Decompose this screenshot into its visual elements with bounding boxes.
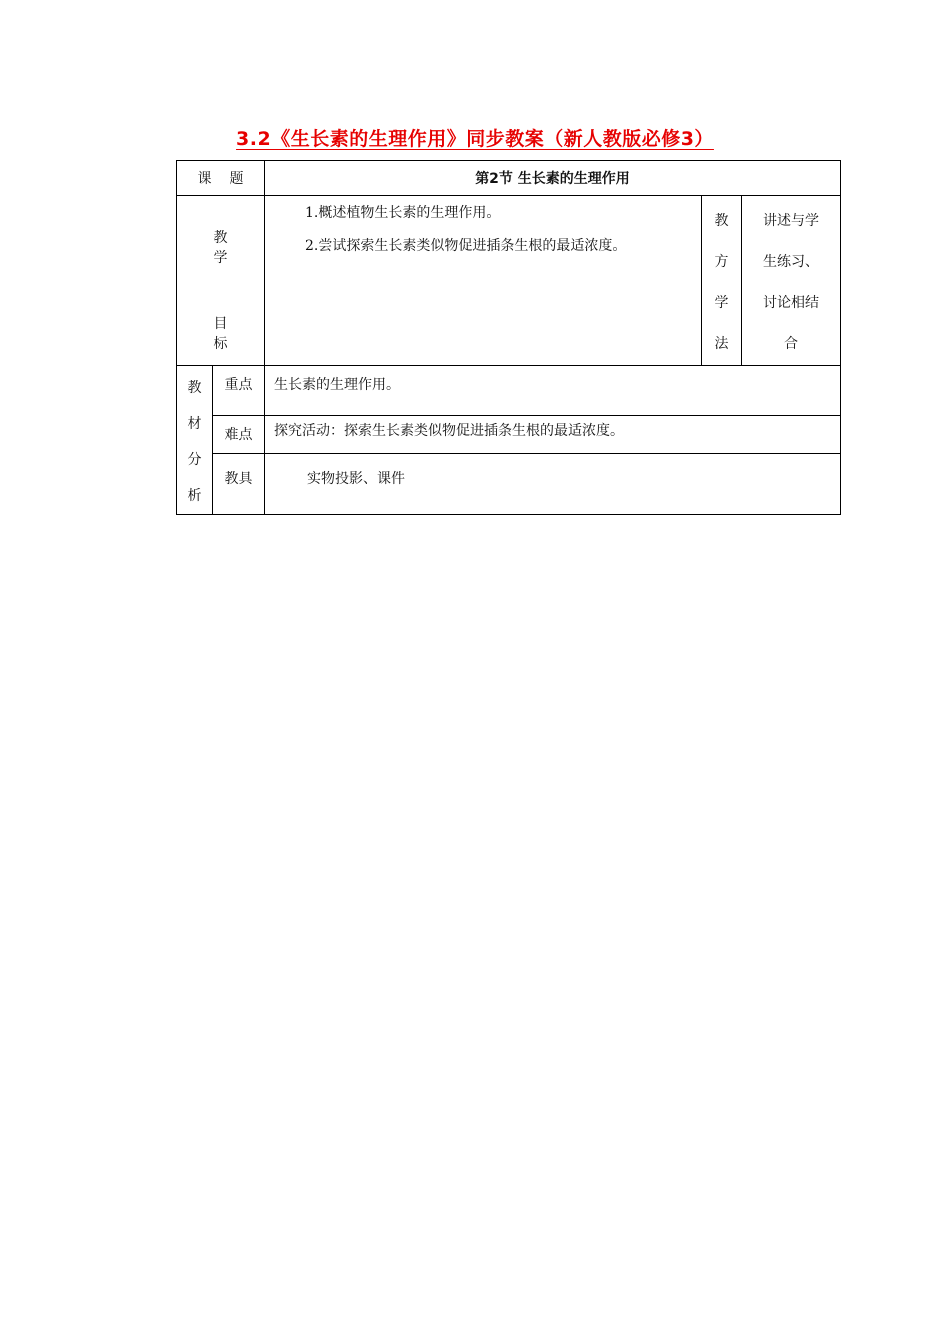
analysis-label-char: 分 (187, 452, 202, 468)
method-value-cell (742, 196, 841, 366)
method-label-cell (702, 196, 742, 366)
topic-row (177, 161, 841, 196)
lesson-plan-table (176, 160, 841, 515)
document-title-text: 3.2《生长素的生理作用》同步教案（新人教版必修3） (236, 128, 714, 150)
analysis-label-char: 析 (187, 488, 202, 504)
key-point-value: 生长素的生理作用。 (265, 366, 841, 416)
goal-item: 1.概述植物生长素的生理作用。 (305, 205, 501, 221)
method-label-char: 方 (714, 254, 729, 270)
method-value-line: 生练习、 (763, 254, 819, 270)
key-point-row (177, 366, 841, 416)
tools-value: 实物投影、课件 (265, 454, 841, 515)
document-title (0, 124, 950, 151)
analysis-label-char: 材 (187, 416, 202, 432)
difficulty-label: 难点 (213, 416, 265, 454)
analysis-label-cell (177, 366, 213, 515)
tools-label: 教具 (213, 454, 265, 515)
method-label-char: 法 (714, 336, 729, 352)
goals-label-cell (177, 196, 265, 366)
goals-row (177, 196, 841, 366)
method-value-line: 讲述与学 (763, 213, 819, 229)
tools-row (177, 454, 841, 515)
method-label-char: 教 (714, 213, 729, 229)
goals-list (265, 196, 702, 366)
goal-item: 2.尝试探索生长素类似物促进插条生根的最适浓度。 (305, 238, 627, 254)
difficulty-value: 探究活动：探索生长素类似物促进插条生根的最适浓度。 (265, 416, 841, 454)
difficulty-row (177, 416, 841, 454)
topic-value: 第2节 生长素的生理作用 (265, 161, 841, 196)
method-value-line: 合 (784, 336, 798, 352)
analysis-label-char: 教 (187, 380, 202, 396)
topic-label: 课题 (177, 161, 265, 196)
method-value-line: 讨论相结 (763, 295, 819, 311)
goals-label-line-1: 教学 (213, 230, 248, 266)
key-point-label: 重点 (213, 366, 265, 416)
method-label-char: 学 (714, 295, 729, 311)
goals-label-line-2: 目标 (213, 316, 248, 352)
